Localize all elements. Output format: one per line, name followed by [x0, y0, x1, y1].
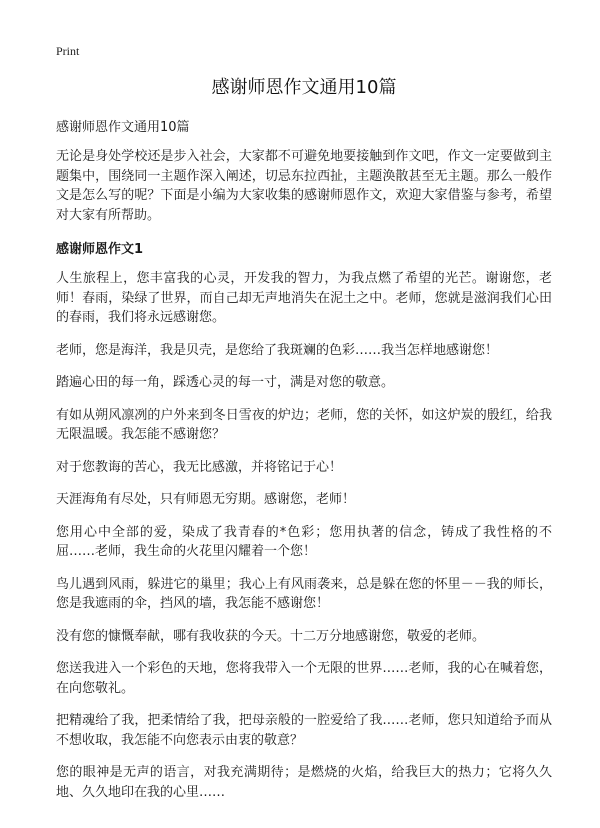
- section-heading: 感谢师恩作文1: [56, 242, 144, 257]
- subtitle: 感谢师恩作文通用10篇: [56, 120, 190, 135]
- paragraph: 踏遍心田的每一角，踩透心灵的每一寸，满是对您的敬意。: [56, 375, 395, 390]
- paragraph: 老师，您是海洋，我是贝壳，是您给了我斑斓的色彩……我当怎样地感谢您！: [56, 342, 499, 358]
- paragraph: 对于您教诲的苦心，我无比感激，并将铭记于心！: [56, 459, 343, 475]
- paragraph: 把精魂给了我，把柔情给了我，把母亲般的一腔爱给了我……老师，您只知道给予而从不想收取，我怎能不向您表示由衷的敬意？: [56, 713, 552, 748]
- paragraph: 鸟儿遇到风雨，躲进它的巢里；我心上有风雨袭来，总是躲在您的怀里－－我的师长，您是我遮雨的伞，挡风的墙，我怎能不感谢您！: [56, 576, 552, 611]
- intro-paragraph: 无论是身处学校还是步入社会，大家都不可避免地要接触到作文吧，作文一定要做到主题集中，围绕同一主题作深入阐述，切忌东拉西扯，主题涣散甚至无主题。那么一般作文是怎么写的呢？下面是小编为大家收集的感谢师恩作文，欢迎大家借鉴与参考，希望对大家有所帮助。: [56, 149, 552, 223]
- paragraph: 您的眼神是无声的语言，对我充满期待；是燃烧的火焰，给我巨大的热力；它将久久地、久久地印在我的心里……: [56, 765, 552, 800]
- print-label[interactable]: Print: [56, 44, 80, 58]
- paragraph: 没有您的慷慨奉献，哪有我收获的今天。十二万分地感谢您，敬爱的老师。: [56, 628, 486, 644]
- paragraph: 您用心中全部的爱，染成了我青春的*色彩；您用执著的信念，铸成了我性格的不屈……老师，我生命的火花里闪耀着一个您！: [56, 524, 552, 559]
- page-title: 感谢师恩作文通用10篇: [211, 77, 397, 98]
- paragraph: 天涯海角有尽处，只有师恩无穷期。感谢您，老师！: [56, 492, 356, 507]
- paragraph: 人生旅程上，您丰富我的心灵，开发我的智力，为我点燃了希望的光芒。谢谢您，老师！春雨，染绿了世界，而自己却无声地消失在泥土之中。老师，您就是滋润我们心田的春雨，我们将永远感谢您。: [56, 271, 552, 325]
- paragraph: 您送我进入一个彩色的天地，您将我带入一个无限的世界……老师，我的心在喊着您，在向您敬礼。: [56, 661, 552, 696]
- paragraph: 有如从朔风凛冽的户外来到冬日雪夜的炉边；老师，您的关怀，如这炉炭的殷红，给我无限温暖。我怎能不感谢您？: [56, 407, 552, 442]
